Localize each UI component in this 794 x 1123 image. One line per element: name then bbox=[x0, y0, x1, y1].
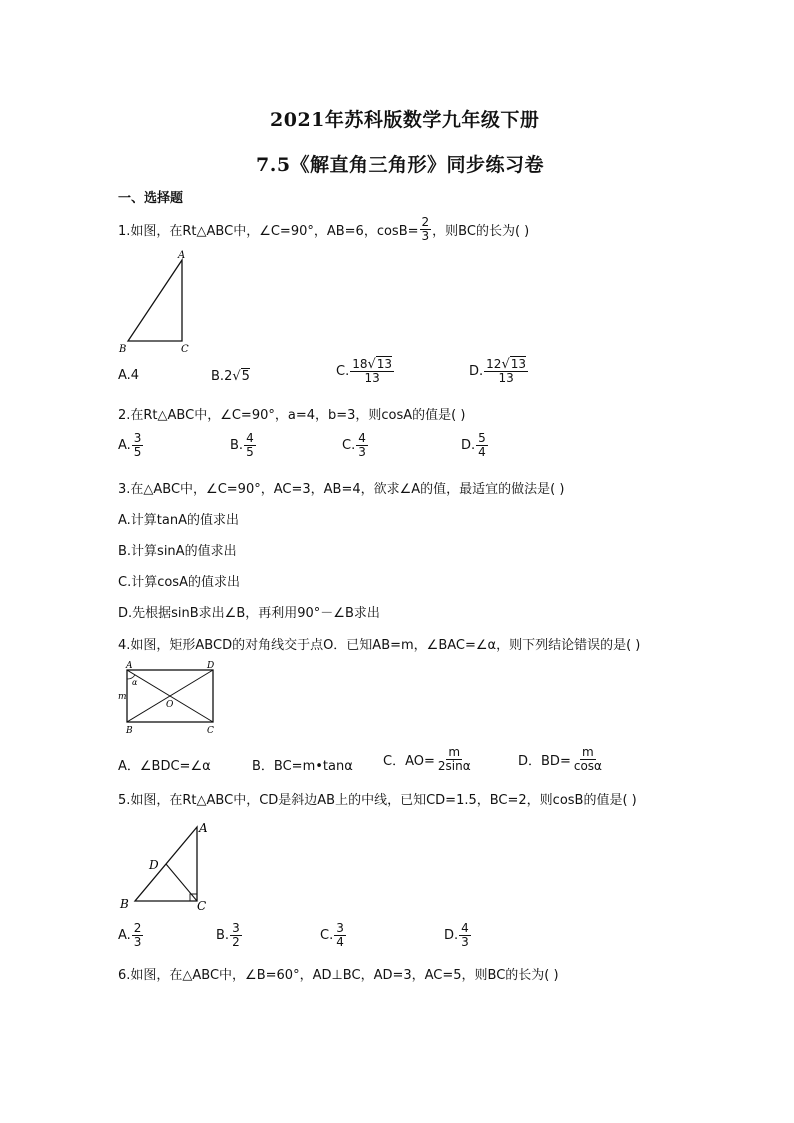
question-1-figure bbox=[115, 248, 200, 358]
question-2-option-b: B. $\frac{4}{5}$ bbox=[230, 431, 254, 459]
question-4-stem: 4.如图，矩形ABCD的对角线交于点O．已知AB=m，∠BAC=∠α，则下列结论错误的是( ) bbox=[118, 638, 641, 653]
label-alpha: α bbox=[132, 678, 138, 687]
question-6-stem: 6.如图，在△ABC中，∠B=60°，AD⊥BC，AD=3，AC=5，则BC的长为( ) bbox=[118, 968, 559, 983]
question-1-stem: 1.如图，在Rt△ABC中，∠C=90°，AB=6，cosB= $\frac{2}{3}$ ，则BC的长为( ) bbox=[118, 215, 530, 243]
label-a: A bbox=[126, 661, 133, 671]
question-4-option-a: A．∠BDC=∠α bbox=[118, 759, 211, 774]
question-3-option-d: D.先根据sinB求出∠B，再利用90°－∠B求出 bbox=[118, 606, 380, 621]
question-3-option-c: C.计算cosA的值求出 bbox=[118, 575, 240, 590]
question-3-option-b: B.计算sinA的值求出 bbox=[118, 544, 237, 559]
label-b: B bbox=[119, 344, 127, 355]
question-4-option-b: B．BC=m•tanα bbox=[252, 759, 353, 774]
question-4-figure bbox=[115, 659, 225, 737]
question-2-option-d: D. $\frac{5}{4}$ bbox=[461, 431, 486, 459]
question-2-stem: 2.在Rt△ABC中，∠C=90°，a=4，b=3，则cosA的值是( ) bbox=[118, 408, 466, 423]
label-d: D bbox=[207, 661, 215, 671]
label-a: A bbox=[178, 250, 186, 261]
question-3-stem: 3.在△ABC中，∠C=90°，AC=3，AB=4，欲求∠A的值，最适宜的做法是( ) bbox=[118, 482, 565, 497]
question-5-figure bbox=[115, 815, 215, 915]
cosb-fraction: $\frac{2}{3}$ bbox=[421, 215, 430, 243]
question-1-option-a: A. 4 bbox=[118, 368, 140, 383]
question-5-option-a: A. $\frac{2}{3}$ bbox=[118, 921, 142, 949]
label-c: C bbox=[197, 899, 207, 913]
label-o: O bbox=[166, 700, 174, 710]
question-1-option-d: D. $\frac{12√13}{13}$ bbox=[469, 357, 527, 385]
label-m: m bbox=[118, 692, 127, 702]
label-c: C bbox=[207, 726, 214, 736]
question-1-option-b: B. 2 √ 5 bbox=[211, 368, 250, 384]
label-b: B bbox=[120, 897, 129, 911]
question-5-option-c: C. $\frac{3}{4}$ bbox=[320, 921, 344, 949]
question-4-option-c: C．AO= $\frac{m}{2\sin\alpha}$ bbox=[383, 745, 471, 773]
question-5-option-b: B. $\frac{3}{2}$ bbox=[216, 921, 240, 949]
question-1-option-c: C. $\frac{18√13}{13}$ bbox=[336, 357, 393, 385]
label-c: C bbox=[181, 344, 189, 355]
section-heading: 一、选择题 bbox=[118, 191, 184, 206]
question-5-option-d: D. $\frac{4}{3}$ bbox=[444, 921, 469, 949]
label-d: D bbox=[149, 858, 159, 872]
question-3-option-a: A.计算tanA的值求出 bbox=[118, 513, 239, 528]
document-title: 2021年苏科版数学九年级下册 bbox=[270, 109, 540, 131]
question-2-option-c: C. $\frac{4}{3}$ bbox=[342, 431, 366, 459]
question-2-option-a: A. $\frac{3}{5}$ bbox=[118, 431, 142, 459]
triangle-abc bbox=[128, 260, 182, 341]
label-b: B bbox=[126, 726, 133, 736]
question-4-option-d: D．BD= $\frac{m}{\cos\alpha}$ bbox=[518, 745, 602, 773]
median-cd bbox=[166, 864, 197, 901]
document-subtitle: 7.5《解直角三角形》同步练习卷 bbox=[256, 154, 545, 176]
question-5-stem: 5.如图，在Rt△ABC中，CD是斜边AB上的中线，已知CD=1.5，BC=2，则cosB的值是( ) bbox=[118, 793, 637, 808]
label-a: A bbox=[199, 821, 208, 835]
